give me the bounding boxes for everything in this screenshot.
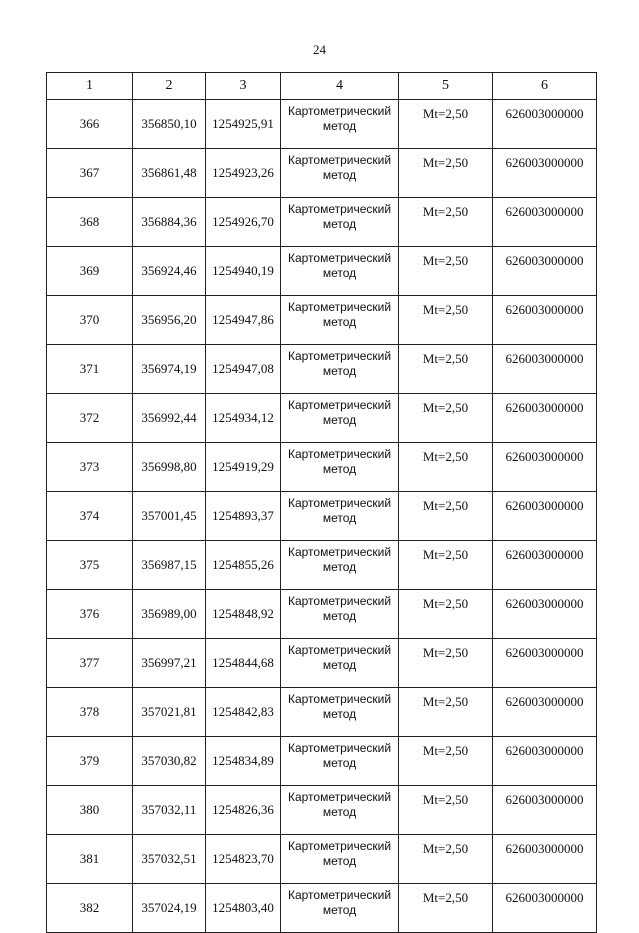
accuracy-value: Mt=2,50 [399, 394, 493, 443]
code-value: 626003000000 [493, 884, 597, 933]
header-col-2: 2 [133, 73, 206, 100]
method-line-2: метод [322, 805, 357, 819]
table-body [47, 100, 597, 933]
code-value: 626003000000 [493, 688, 597, 737]
method-cell [281, 443, 399, 492]
method-cell [281, 541, 399, 590]
accuracy-value: Mt=2,50 [399, 296, 493, 345]
method-line-2: метод [322, 658, 357, 672]
table-row [47, 737, 597, 786]
code-value: 626003000000 [493, 786, 597, 835]
accuracy-value: Mt=2,50 [399, 786, 493, 835]
method-cell [281, 394, 399, 443]
point-number: 368 [47, 198, 133, 247]
header-col-3: 3 [206, 73, 281, 100]
method-cell [281, 198, 399, 247]
method-line-2: метод [322, 364, 357, 378]
coordinate-y: 1254919,29 [206, 443, 281, 492]
method-line-2: метод [322, 609, 357, 623]
method-line-1: Картометрический [287, 202, 392, 216]
code-value: 626003000000 [493, 492, 597, 541]
table-row [47, 394, 597, 443]
method-line-1: Картометрический [287, 545, 392, 559]
method-line-1: Картометрический [287, 104, 392, 118]
accuracy-value: Mt=2,50 [399, 590, 493, 639]
point-number: 371 [47, 345, 133, 394]
point-number: 367 [47, 149, 133, 198]
method-line-1: Картометрический [287, 790, 392, 804]
table-row [47, 835, 597, 884]
accuracy-value: Mt=2,50 [399, 492, 493, 541]
point-number: 378 [47, 688, 133, 737]
method-line-2: метод [322, 756, 357, 770]
method-cell [281, 296, 399, 345]
coordinate-x: 356850,10 [133, 100, 206, 149]
accuracy-value: Mt=2,50 [399, 443, 493, 492]
method-line-1: Картометрический [287, 496, 392, 510]
method-line-1: Картометрический [287, 594, 392, 608]
method-cell [281, 100, 399, 149]
method-line-1: Картометрический [287, 349, 392, 363]
point-number: 376 [47, 590, 133, 639]
coordinate-x: 356997,21 [133, 639, 206, 688]
coordinate-x: 356998,80 [133, 443, 206, 492]
point-number: 381 [47, 835, 133, 884]
table-row [47, 100, 597, 149]
code-value: 626003000000 [493, 100, 597, 149]
code-value: 626003000000 [493, 394, 597, 443]
coordinate-x: 357001,45 [133, 492, 206, 541]
code-value: 626003000000 [493, 345, 597, 394]
coordinate-x: 357032,11 [133, 786, 206, 835]
accuracy-value: Mt=2,50 [399, 737, 493, 786]
coordinate-y: 1254803,40 [206, 884, 281, 933]
method-cell [281, 492, 399, 541]
table-row [47, 296, 597, 345]
method-line-1: Картометрический [287, 251, 392, 265]
method-line-1: Картометрический [287, 153, 392, 167]
code-value: 626003000000 [493, 835, 597, 884]
table-row [47, 443, 597, 492]
header-col-5: 5 [399, 73, 493, 100]
point-number: 374 [47, 492, 133, 541]
method-line-2: метод [322, 119, 357, 133]
table-row [47, 590, 597, 639]
method-cell [281, 786, 399, 835]
method-line-1: Картометрический [287, 741, 392, 755]
coordinate-x: 356992,44 [133, 394, 206, 443]
table-row [47, 345, 597, 394]
method-line-1: Картометрический [287, 839, 392, 853]
coordinate-x: 357021,81 [133, 688, 206, 737]
point-number: 379 [47, 737, 133, 786]
coordinate-y: 1254947,86 [206, 296, 281, 345]
point-number: 380 [47, 786, 133, 835]
method-cell [281, 639, 399, 688]
point-number: 375 [47, 541, 133, 590]
method-line-1: Картометрический [287, 692, 392, 706]
code-value: 626003000000 [493, 149, 597, 198]
code-value: 626003000000 [493, 590, 597, 639]
method-line-2: метод [322, 511, 357, 525]
coordinate-y: 1254844,68 [206, 639, 281, 688]
coordinate-x: 356956,20 [133, 296, 206, 345]
method-line-1: Картометрический [287, 888, 392, 902]
method-line-2: метод [322, 462, 357, 476]
coordinate-x: 357024,19 [133, 884, 206, 933]
coordinate-y: 1254848,92 [206, 590, 281, 639]
point-number: 372 [47, 394, 133, 443]
code-value: 626003000000 [493, 296, 597, 345]
coordinate-x: 356924,46 [133, 247, 206, 296]
code-value: 626003000000 [493, 737, 597, 786]
accuracy-value: Mt=2,50 [399, 884, 493, 933]
header-col-1: 1 [47, 73, 133, 100]
page-number: 24 [313, 42, 326, 57]
accuracy-value: Mt=2,50 [399, 198, 493, 247]
header-col-6: 6 [493, 73, 597, 100]
coordinate-y: 1254842,83 [206, 688, 281, 737]
method-line-2: метод [322, 560, 357, 574]
accuracy-value: Mt=2,50 [399, 639, 493, 688]
coordinate-y: 1254826,36 [206, 786, 281, 835]
point-number: 382 [47, 884, 133, 933]
point-number: 366 [47, 100, 133, 149]
table-row [47, 541, 597, 590]
accuracy-value: Mt=2,50 [399, 541, 493, 590]
method-cell [281, 247, 399, 296]
coordinate-x: 356861,48 [133, 149, 206, 198]
table-row [47, 639, 597, 688]
method-cell [281, 590, 399, 639]
coordinates-table [46, 72, 597, 933]
point-number: 377 [47, 639, 133, 688]
code-value: 626003000000 [493, 443, 597, 492]
coordinate-y: 1254947,08 [206, 345, 281, 394]
point-number: 370 [47, 296, 133, 345]
table-row [47, 149, 597, 198]
table-row [47, 492, 597, 541]
header-row [47, 73, 597, 100]
coordinate-y: 1254834,89 [206, 737, 281, 786]
coordinate-y: 1254923,26 [206, 149, 281, 198]
method-cell [281, 149, 399, 198]
accuracy-value: Mt=2,50 [399, 345, 493, 394]
coordinate-y: 1254940,19 [206, 247, 281, 296]
method-line-2: метод [322, 315, 357, 329]
method-line-2: метод [322, 168, 357, 182]
table-row [47, 247, 597, 296]
coordinate-y: 1254926,70 [206, 198, 281, 247]
header-col-4: 4 [281, 73, 399, 100]
method-line-1: Картометрический [287, 300, 392, 314]
accuracy-value: Mt=2,50 [399, 835, 493, 884]
method-line-1: Картометрический [287, 398, 392, 412]
method-cell [281, 345, 399, 394]
coordinate-y: 1254925,91 [206, 100, 281, 149]
code-value: 626003000000 [493, 247, 597, 296]
code-value: 626003000000 [493, 541, 597, 590]
method-cell [281, 688, 399, 737]
coordinate-x: 356884,36 [133, 198, 206, 247]
method-line-1: Картометрический [287, 447, 392, 461]
method-line-2: метод [322, 854, 357, 868]
method-cell [281, 835, 399, 884]
coordinate-x: 356989,00 [133, 590, 206, 639]
method-line-2: метод [322, 266, 357, 280]
coordinate-x: 357032,51 [133, 835, 206, 884]
accuracy-value: Mt=2,50 [399, 688, 493, 737]
coordinate-x: 357030,82 [133, 737, 206, 786]
point-number: 373 [47, 443, 133, 492]
code-value: 626003000000 [493, 198, 597, 247]
coordinate-y: 1254823,70 [206, 835, 281, 884]
coordinate-y: 1254893,37 [206, 492, 281, 541]
coordinate-y: 1254934,12 [206, 394, 281, 443]
coordinate-x: 356987,15 [133, 541, 206, 590]
method-line-2: метод [322, 707, 357, 721]
method-line-2: метод [322, 217, 357, 231]
coordinate-x: 356974,19 [133, 345, 206, 394]
table-row [47, 786, 597, 835]
method-line-2: метод [322, 903, 357, 917]
table-row [47, 688, 597, 737]
table-header [47, 73, 597, 100]
table-row [47, 198, 597, 247]
accuracy-value: Mt=2,50 [399, 149, 493, 198]
method-line-1: Картометрический [287, 643, 392, 657]
point-number: 369 [47, 247, 133, 296]
method-cell [281, 737, 399, 786]
coordinate-y: 1254855,26 [206, 541, 281, 590]
code-value: 626003000000 [493, 639, 597, 688]
method-line-2: метод [322, 413, 357, 427]
accuracy-value: Mt=2,50 [399, 100, 493, 149]
accuracy-value: Mt=2,50 [399, 247, 493, 296]
